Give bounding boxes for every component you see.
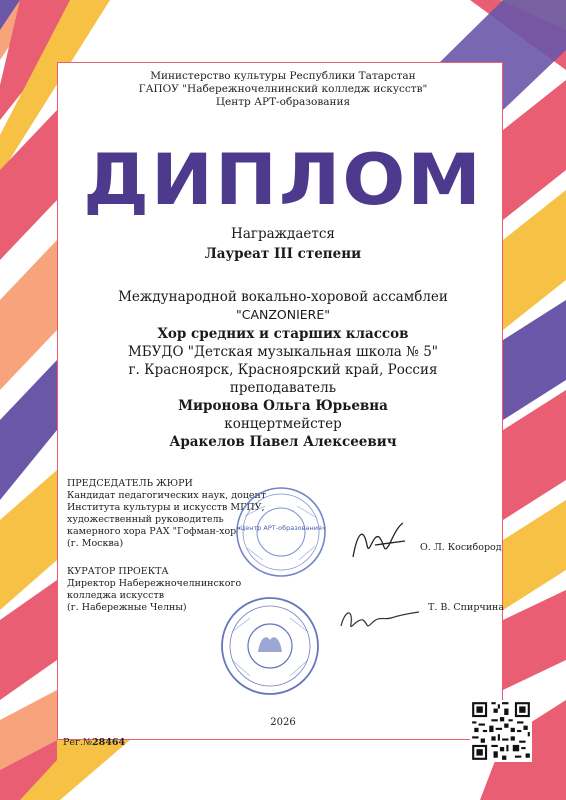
qr-code-icon <box>470 700 532 762</box>
official-seal-icon <box>220 596 320 696</box>
curator-line1: Директор Набережночелнинского <box>67 578 242 589</box>
jury-line4: камерного хора РАХ "Гофман-хор" <box>67 526 241 537</box>
jury-signer-name: О. Л. Косибород <box>420 542 502 553</box>
laureate-degree: Лауреат III степени <box>204 246 362 262</box>
participant-name: Хор средних и старших классов <box>157 326 409 342</box>
diploma-title: ДИПЛОМ <box>83 139 483 221</box>
jury-signature-icon <box>345 515 415 565</box>
jury-line3: художественный руководитель <box>67 514 224 525</box>
school-name: МБУДО "Детская музыкальная школа № 5" <box>127 344 439 360</box>
registration-value: 28464 <box>92 737 126 748</box>
college-line: ГАПОУ "Набережночелнинский колледж искусств" <box>138 83 428 95</box>
curator-heading: КУРАТОР ПРОЕКТА <box>67 566 169 577</box>
ministry-line: Министерство культуры Республики Татарстан <box>150 70 416 82</box>
curator-line2: колледжа искусств <box>67 590 165 601</box>
accompanist-name: Аракелов Павел Алексеевич <box>169 434 397 450</box>
year: 2026 <box>270 717 296 728</box>
center-line: Центр АРТ-образования <box>215 96 351 108</box>
event-name-line2: "CANZONIERE" <box>235 307 331 322</box>
center-stamp-icon <box>235 486 327 578</box>
event-name-line1: Международной вокально-хоровой ассамблеи <box>118 289 448 305</box>
location: г. Красноярск, Красноярский край, Россия <box>128 362 438 378</box>
registration-number <box>63 737 125 748</box>
curator-signer-name: Т. В. Спирчина <box>428 602 505 613</box>
curator-block <box>67 566 241 614</box>
jury-line5: (г. Москва) <box>67 538 124 549</box>
registration-label: Рег.№ <box>63 737 93 748</box>
curator-signature-icon <box>335 598 425 638</box>
curator-line3: (г. Набережные Челны) <box>67 602 187 613</box>
teacher-label: преподаватель <box>229 380 337 396</box>
jury-line2: Института культуры и искусств МГПУ, <box>67 502 265 513</box>
jury-line1: Кандидат педагогических наук, доцент <box>67 490 267 501</box>
center-stamp-text: «Центр АРТ-образования» <box>236 524 326 532</box>
awarded-label: Награждается <box>231 226 335 242</box>
accompanist-label: концертмейстер <box>224 416 342 432</box>
jury-heading: ПРЕДСЕДАТЕЛЬ ЖЮРИ <box>67 478 193 489</box>
teacher-name: Миронова Ольга Юрьевна <box>178 398 388 414</box>
